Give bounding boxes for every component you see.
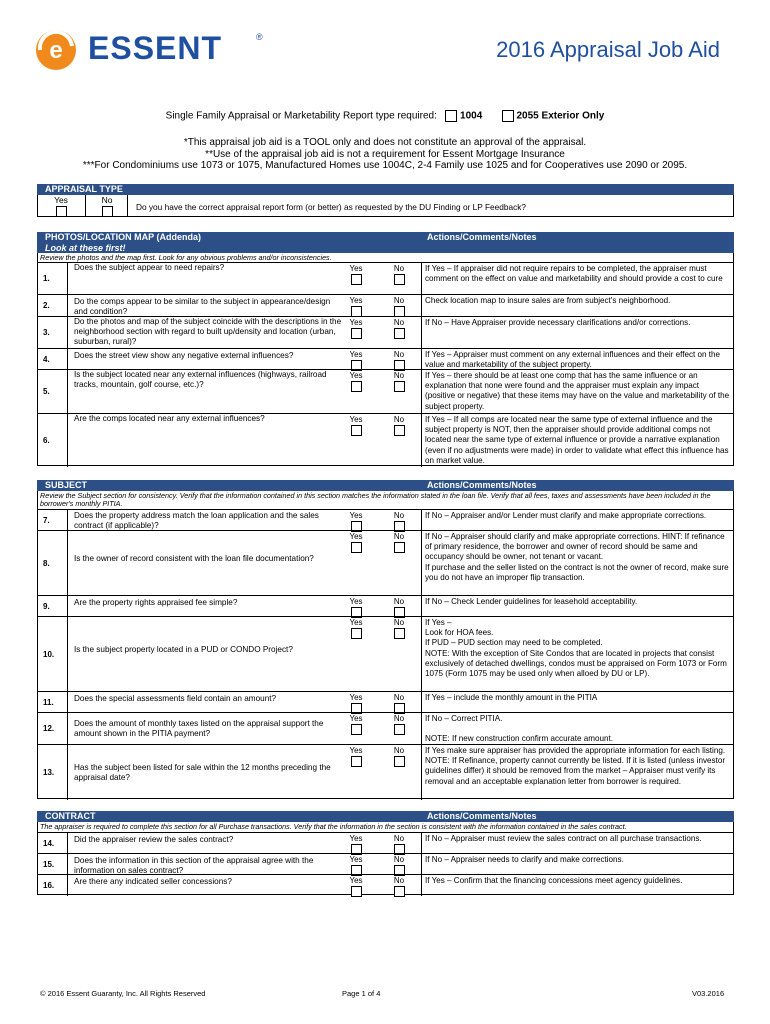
yes-option: Yes [344,834,368,855]
no-checkbox[interactable] [394,274,405,285]
row-number: 13. [43,767,55,777]
row-divider [421,833,422,854]
yes-option: Yes [344,693,368,714]
no-option: No [387,597,411,618]
subject-instructions: Review the Subject section for consistency. Verify that the information contained in this section matches the information stated in the loan file. Verify that all fees, taxes and assessments have been included in the borrower's monthly PITIA. [40,491,711,508]
row-divider [421,317,422,349]
yes-option: Yes [344,350,368,371]
row-number: 4. [43,354,50,364]
row-notes: If Yes – there should be at least one comp that has the same influence or an explanation that none were found and the appraiser must explain any impact (positive or negative) that these items may have on the value and marketability of the subject property. [425,371,730,411]
subject-row [37,595,734,616]
row-number: 2. [43,301,50,310]
row-question: Is the subject located near any external influences (highways, railroad tracks, mountain, golf course, etc.)? [74,370,327,389]
checkbox-2055[interactable] [502,110,514,122]
row-notes: If No – Check Lender guidelines for leasehold acceptability. [425,597,638,606]
row-number: 12. [43,724,55,733]
row-divider [421,617,422,692]
row-number: 3. [43,328,50,337]
row-number: 16. [43,880,55,890]
subject-row [37,712,734,744]
no-option: No [387,296,411,317]
report-type-line [40,110,730,122]
row-notes: If Yes – If all comps are located near the same type of external influence and the subject property is NOT, then the appraiser should provide additional comps not located near the same type of external influence or provide a narrative explanation (even if no adjustments were made) in order to validate what effect this influence has on market value. [425,415,729,465]
at-yes: Yes [48,195,74,217]
row-divider [421,875,422,896]
logo-text: ESSENT [88,30,223,66]
row-question: Are the comps located near any external influences? [74,414,265,423]
contract-row [37,874,734,895]
no-checkbox[interactable] [394,628,405,639]
yes-option: Yes [344,597,368,618]
photos-row [37,413,734,466]
row-divider [67,713,68,745]
row-question: Are the property rights appraised fee simple? [74,598,238,607]
photos-subheader: Look at these first! [37,243,734,253]
yes-checkbox[interactable] [351,628,362,639]
photos-row [37,316,734,348]
row-question: Does the subject appear to need repairs? [74,263,225,272]
at-no: No [94,195,120,217]
row-question: Does the special assessments field contain an amount? [74,694,277,703]
no-option: No [387,834,411,855]
row-notes: Check location map to insure sales are from subject's neighborhood. [425,296,671,305]
contract-header: CONTRACT Actions/Comments/Notes [37,811,734,822]
no-checkbox[interactable] [394,425,405,436]
no-checkbox[interactable] [394,328,405,339]
row-number: 6. [43,435,50,445]
yes-option: Yes [344,746,368,767]
no-checkbox[interactable] [394,381,405,392]
contract-row [37,853,734,874]
row-divider [67,596,68,617]
photos-row [37,369,734,413]
yes-option: Yes [344,371,368,392]
subject-header: SUBJECT Actions/Comments/Notes [37,480,734,491]
row-divider [421,692,422,713]
row-notes: If Yes make sure appraiser has provided the appropriate information for each listing. NOTE: If Refinance, property cannot currently be listed. If it is listed (unless investor guidelines differ) it should be removed from the market – Appraiser must verify its removal and an acceptable explanation letter from borrower is required. [425,746,726,786]
note-2: **Use of the appraisal job aid is not a requirement for Essent Mortgage Insurance [205,148,565,160]
row-question: Does the street view show any negative external influences? [74,351,294,360]
registered-mark: ® [256,32,263,42]
subject-row [37,616,734,691]
row-question: Does the amount of monthly taxes listed on the appraisal support the amount shown in the PITIA payment? [74,719,324,738]
page-title: 2016 Appraisal Job Aid [496,37,720,62]
row-divider [421,596,422,617]
no-option: No [387,855,411,876]
yes-option: Yes [344,618,368,639]
no-option: No [387,264,411,285]
row-question: Is the owner of record consistent with the loan file documentation? [74,553,314,563]
at-no-checkbox[interactable] [102,206,113,217]
row-notes: If Yes – Look for HOA fees. If PUD – PUD section may need to be completed. NOTE: With the exception of Site Condos that are located in projects that consist exclusively of detached dwellings, condos must be appraised on Form 1073 or Form 1075 (Form 1075 may be used only when alloed by DU or LP). [425,618,727,679]
essent-e-icon [34,28,78,72]
no-option: No [387,415,411,436]
row-divider [67,349,68,370]
contract-row [37,832,734,853]
yes-option: Yes [344,318,368,339]
row-notes: If Yes – If appraiser did not require repairs to be completed, the appraiser must comment on the effect on value and marketability and should provide a cost to cure [425,264,723,284]
row-notes: If No – Have Appraiser provide necessary clarifications and/or corrections. [425,318,691,327]
row-number: 9. [43,601,50,611]
row-divider [421,531,422,596]
essent-logo [34,28,264,72]
at-yes-checkbox[interactable] [56,206,67,217]
row-divider [67,617,68,692]
row-question: Does the information in this section of the appraisal agree with the information on sales contract? [74,856,314,875]
row-divider [67,692,68,713]
row-divider [67,745,68,800]
photos-row [37,294,734,316]
row-question: Do the comps appear to be similar to the subject in appearance/design and condition? [74,297,331,316]
row-divider [67,370,68,414]
row-notes: If No – Correct PITIA. NOTE: If new construction confirm accurate amount. [425,714,614,744]
svg-text:e: e [49,37,63,64]
row-divider [67,531,68,596]
no-checkbox[interactable] [394,756,405,767]
at-question: Do you have the correct appraisal report form (or better) as requested by the DU Finding or LP Feedback? [136,202,526,212]
row-question: Are there any indicated seller concessions? [74,877,232,886]
yes-checkbox[interactable] [351,886,362,897]
row-number: 5. [43,387,50,396]
row-divider [421,713,422,745]
row-divider [421,414,422,467]
row-divider [67,854,68,875]
row-question: Did the appraiser review the sales contract? [74,835,234,844]
yes-option: Yes [344,714,368,735]
row-question: Does the property address match the loan application and the sales contract (if applicable)? [74,511,319,530]
row-number: 1. [43,274,50,283]
no-checkbox[interactable] [394,724,405,735]
row-divider [421,854,422,875]
yes-option: Yes [344,415,368,436]
no-checkbox[interactable] [394,886,405,897]
yes-checkbox[interactable] [351,381,362,392]
row-divider [67,263,68,295]
subject-row [37,509,734,530]
note-3: ***For Condominiums use 1073 or 1075, Manufactured Homes use 1004C, 2-4 Family use 1025 and for Cooperatives use 2090 or 2095. [82,160,688,171]
yes-option: Yes [344,532,368,553]
row-divider [67,875,68,896]
yes-checkbox[interactable] [351,328,362,339]
row-number: 11. [43,697,54,707]
yes-option: Yes [344,511,368,532]
yes-option: Yes [344,296,368,317]
row-divider [421,510,422,531]
photos-row [37,262,734,294]
row-divider [421,263,422,295]
subject-row [37,744,734,799]
row-number: 14. [43,838,55,848]
photos-instructions: Review the photos and the map first. Look for any obvious problems and/or inconsistencies. [40,253,332,262]
no-option: No [387,693,411,714]
no-option: No [387,532,411,553]
yes-checkbox[interactable] [351,724,362,735]
checkbox-1004[interactable] [445,110,457,122]
row-divider [67,317,68,349]
row-divider [67,510,68,531]
row-divider [421,349,422,370]
note-1: *This appraisal job aid is a TOOL only and does not constitute an approval of the appraisal. [183,137,587,148]
yes-checkbox[interactable] [351,756,362,767]
row-divider [67,833,68,854]
appraisal-type-section [37,195,734,217]
no-option: No [387,371,411,392]
footer-version: V03.2016 [692,989,725,998]
row-divider [67,295,68,317]
yes-checkbox[interactable] [351,274,362,285]
row-question: Has the subject been listed for sale within the 12 months preceding the appraisal date? [74,762,331,782]
row-divider [421,745,422,800]
no-checkbox[interactable] [394,542,405,553]
disclaimer-notes [40,137,730,172]
yes-checkbox[interactable] [351,425,362,436]
row-question: Is the subject property located in a PUD or CONDO Project? [74,644,293,654]
row-notes: If Yes – Appraiser must comment on any external influences and their effect on the value and marketability of the subject property. [425,350,720,370]
yes-option: Yes [344,264,368,285]
appraisal-type-header: APPRAISAL TYPE [37,184,734,195]
yes-checkbox[interactable] [351,542,362,553]
row-notes: If No – Appraiser must review the sales contract on all purchase transactions. [425,834,702,843]
row-number: 7. [43,515,50,525]
row-number: 10. [43,649,55,659]
row-notes: If Yes – Confirm that the financing concessions meet agency guidelines. [425,876,683,885]
no-option: No [387,511,411,532]
row-divider [67,414,68,467]
yes-option: Yes [344,855,368,876]
photos-row [37,348,734,369]
photos-header: PHOTOS/LOCATION MAP (Addenda) Actions/Comments/Notes [37,232,734,243]
no-option: No [387,350,411,371]
row-divider [421,370,422,414]
no-option: No [387,714,411,735]
row-notes: If Yes – include the monthly amount in the PITIA [425,693,598,702]
row-notes: If No – Appraiser and/or Lender must clarify and make appropriate corrections. [425,511,707,520]
subject-row [37,691,734,712]
row-notes: If No – Appraiser needs to clarify and make corrections. [425,855,624,864]
row-question: Do the photos and map of the subject coincide with the descriptions in the neighborhood section with regard to built up/density and location (urban, suburban, rural)? [74,317,342,346]
row-divider [421,295,422,317]
subject-row [37,530,734,595]
option-1004: 1004 [460,110,483,122]
no-option: No [387,618,411,639]
footer-page: Page 1 of 4 [342,989,381,998]
report-type-label: Single Family Appraisal or Marketability Report type required: [165,110,437,122]
footer-copyright: © 2016 Essent Guaranty, Inc. All Rights Reserved [40,989,206,998]
contract-instructions: The appraiser is required to complete this section for all Purchase transactions. Verify that the information in the section is consistent with the information contained in the sales contract. [40,822,627,831]
option-2055: 2055 Exterior Only [516,110,605,122]
row-number: 8. [43,558,50,568]
no-option: No [387,318,411,339]
no-option: No [387,876,411,897]
no-option: No [387,746,411,767]
yes-option: Yes [344,876,368,897]
row-notes: If No – Appraiser should clarify and make appropriate corrections. HINT: If refinance of primary residence, the borrower and owner of record should be same and occupancy should be owner, not tenant or vacant. If purchase and the seller listed on the contract is not the owner of record, make sure you do not have an improper flip transaction. [425,532,729,582]
row-number: 15. [43,859,55,869]
